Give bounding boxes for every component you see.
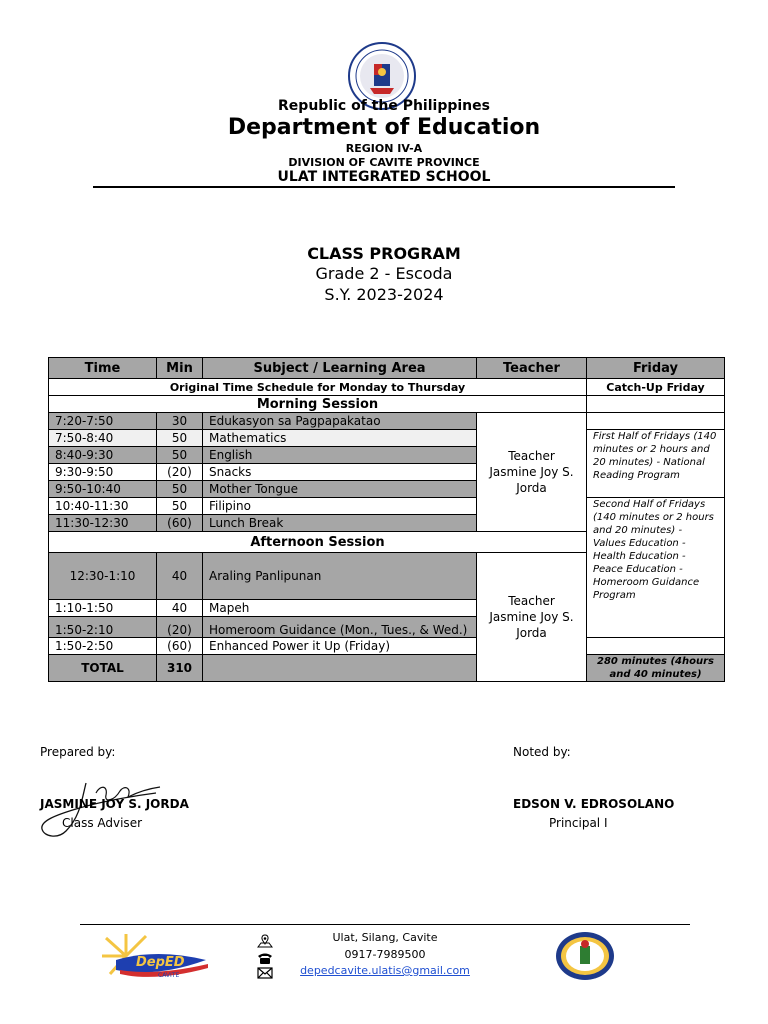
friday-total: 280 minutes (4hours and 40 minutes) xyxy=(587,655,725,682)
time-cell: 9:30-9:50 xyxy=(49,464,157,481)
header-teacher: Teacher xyxy=(477,358,587,379)
noted-by-label: Noted by: xyxy=(513,745,571,759)
friday-empty-cell xyxy=(587,413,725,430)
time-cell: 10:40-11:30 xyxy=(49,498,157,515)
total-min: 310 xyxy=(157,655,203,682)
time-cell: 1:50-2:10 xyxy=(49,617,157,638)
adviser-role: Class Adviser xyxy=(62,816,143,830)
header-subject: Subject / Learning Area xyxy=(203,358,477,379)
morning-session-row xyxy=(49,396,725,413)
school-year: S.Y. 2023-2024 xyxy=(324,285,444,304)
header-friday: Friday xyxy=(587,358,725,379)
footer-email-link[interactable]: depedcavite.ulatis@gmail.com xyxy=(300,964,470,977)
subject-cell: Homeroom Guidance (Mon., Tues., & Wed.) xyxy=(203,617,477,638)
subject-cell: Lunch Break xyxy=(203,515,477,532)
subject-cell: Edukasyon sa Pagpapakatao xyxy=(203,413,477,430)
deped-cavite-logo xyxy=(96,930,212,982)
document-title: CLASS PROGRAM xyxy=(307,244,461,263)
prepared-by-label: Prepared by: xyxy=(40,745,116,759)
footer-divider xyxy=(80,924,690,925)
min-cell: (60) xyxy=(157,515,203,532)
total-row xyxy=(49,655,725,682)
grade-section: Grade 2 - Escoda xyxy=(315,264,453,283)
table-row xyxy=(49,413,725,430)
min-cell: 50 xyxy=(157,481,203,498)
footer-phone: 0917-7989500 xyxy=(344,948,426,961)
time-cell: 7:20-7:50 xyxy=(49,413,157,430)
header-time: Time xyxy=(49,358,157,379)
table-row xyxy=(49,498,725,515)
subject-cell: Filipino xyxy=(203,498,477,515)
subject-cell: Mathematics xyxy=(203,430,477,447)
catchup-friday-label: Catch-Up Friday xyxy=(587,379,725,396)
afternoon-session-label: Afternoon Session xyxy=(49,532,587,553)
min-cell: (20) xyxy=(157,464,203,481)
deped-logo-sub: CAVITE xyxy=(158,972,180,979)
school-name: ULAT INTEGRATED SCHOOL xyxy=(277,169,491,185)
table-row xyxy=(49,430,725,447)
department-title: Department of Education xyxy=(227,115,541,140)
adviser-name: JASMINE JOY S. JORDA xyxy=(40,797,189,811)
friday-second-half: Second Half of Fridays (140 minutes or 2 hours and 20 minutes) - Values Education - Health Education - Peace Education - Homeroom Guidance Program xyxy=(587,498,725,638)
min-cell: (60) xyxy=(157,638,203,655)
friday-empty-cell xyxy=(587,396,725,413)
subject-cell: English xyxy=(203,447,477,464)
footer-address: Ulat, Silang, Cavite xyxy=(332,931,438,944)
min-cell: 50 xyxy=(157,498,203,515)
friday-first-half: First Half of Fridays (140 minutes or 2 hours and 20 minutes) - National Reading Program xyxy=(587,430,725,498)
mail-icon xyxy=(255,966,275,980)
min-cell: 40 xyxy=(157,600,203,617)
table-row xyxy=(49,638,725,655)
class-program-table xyxy=(48,357,725,682)
schedule-note-row xyxy=(49,379,725,396)
total-empty-cell xyxy=(203,655,477,682)
division-line: DIVISION OF CAVITE PROVINCE xyxy=(288,156,480,169)
republic-line: Republic of the Philippines xyxy=(278,98,490,114)
school-seal-icon xyxy=(554,930,616,982)
teacher-afternoon-cell: Teacher Jasmine Joy S. Jorda xyxy=(477,553,587,682)
min-cell: 50 xyxy=(157,430,203,447)
table-header-row xyxy=(49,358,725,379)
header-divider xyxy=(93,186,675,188)
subject-cell: Enhanced Power it Up (Friday) xyxy=(203,638,477,655)
time-cell: 9:50-10:40 xyxy=(49,481,157,498)
schedule-note: Original Time Schedule for Monday to Thursday xyxy=(49,379,587,396)
subject-cell: Araling Panlipunan xyxy=(203,553,477,600)
teacher-morning-cell: Teacher Jasmine Joy S. Jorda xyxy=(477,413,587,532)
total-label: TOTAL xyxy=(49,655,157,682)
region-line: REGION IV-A xyxy=(345,142,423,155)
min-cell: 40 xyxy=(157,553,203,600)
time-cell: 7:50-8:40 xyxy=(49,430,157,447)
morning-session-label: Morning Session xyxy=(49,396,587,413)
principal-name: EDSON V. EDROSOLANO xyxy=(513,797,675,811)
time-cell: 1:50-2:50 xyxy=(49,638,157,655)
location-icon xyxy=(255,934,275,948)
min-cell: (20) xyxy=(157,617,203,638)
time-cell: 11:30-12:30 xyxy=(49,515,157,532)
principal-role: Principal I xyxy=(549,816,608,830)
subject-cell: Mapeh xyxy=(203,600,477,617)
time-cell: 1:10-1:50 xyxy=(49,600,157,617)
deped-logo-text: DepED xyxy=(136,955,185,970)
phone-icon xyxy=(255,951,275,965)
min-cell: 50 xyxy=(157,447,203,464)
time-cell: 8:40-9:30 xyxy=(49,447,157,464)
time-cell: 12:30-1:10 xyxy=(49,553,157,600)
min-cell: 30 xyxy=(157,413,203,430)
header-min: Min xyxy=(157,358,203,379)
subject-cell: Snacks xyxy=(203,464,477,481)
subject-cell: Mother Tongue xyxy=(203,481,477,498)
